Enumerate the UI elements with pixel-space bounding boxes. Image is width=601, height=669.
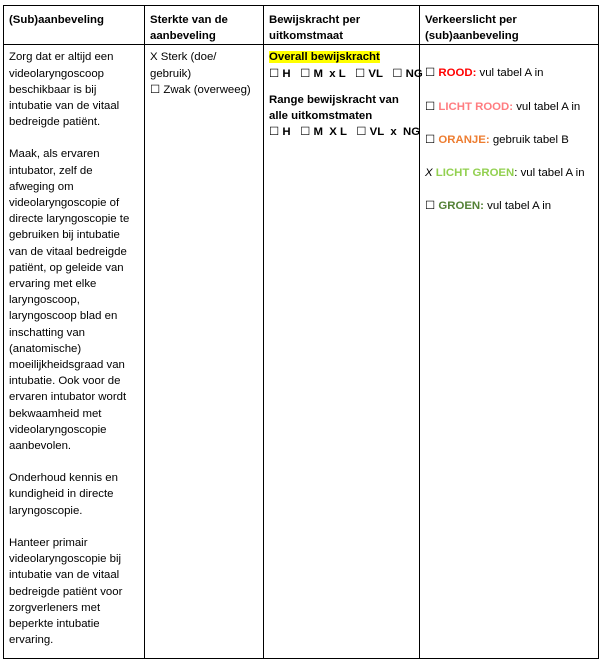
traffic-light-text: gebruik tabel B — [489, 133, 569, 146]
cell-bewijskracht — [264, 45, 423, 659]
recommendation-table — [3, 5, 599, 659]
recommendation-paragraph-1: Zorg dat er altijd een videolaryngoscoop beschikbaar is bij intubatie van de vitaal bedreigde patiënt. — [9, 51, 120, 129]
traffic-light-licht-rood — [425, 99, 593, 115]
traffic-light-oranje — [425, 132, 593, 148]
traffic-light-label: LICHT ROOD: — [438, 100, 514, 113]
traffic-light-text: : vul tabel A in — [514, 167, 585, 180]
check-mark-icon: X — [425, 167, 433, 180]
overall-evidence-label: Overall bewijskracht — [269, 51, 380, 64]
checkbox-icon: ☐ — [425, 200, 436, 213]
checkbox-icon: ☐ — [425, 100, 436, 113]
checkbox-icon: ☐ — [425, 67, 436, 80]
header-sterkte: Sterkte van de aanbeveling — [145, 6, 264, 45]
header-row — [4, 6, 599, 45]
content-row — [4, 45, 599, 659]
traffic-light-label: GROEN: — [438, 200, 484, 213]
header-bewijskracht: Bewijskracht per uitkomstmaat — [264, 6, 420, 45]
traffic-light-label: LICHT GROEN — [435, 167, 515, 180]
traffic-light-text: vul tabel A in — [513, 100, 581, 113]
recommendation-paragraph-4: Hanteer primair videolaryngoscopie bij intubatie van de vitaal bedreigde patiënt voor zorgverleners met beperkte intubatie ervaring. — [9, 536, 123, 647]
traffic-light-licht-groen — [425, 165, 593, 181]
traffic-light-rood — [425, 65, 593, 81]
range-evidence-label: Range bewijskracht van alle uitkomstmaten — [269, 93, 399, 123]
traffic-light-groen — [425, 198, 593, 214]
traffic-light-label: ORANJE: — [438, 133, 490, 146]
overall-evidence-options: ☐ H ☐ M x L ☐ VL ☐ NG — [269, 67, 423, 80]
checkbox-icon: ☐ — [425, 133, 436, 146]
recommendation-paragraph-3: Onderhoud kennis en kundigheid in directe laryngoscopie. — [9, 472, 118, 517]
header-verkeerslicht: Verkeerslicht per (sub)aanbeveling — [420, 6, 599, 45]
traffic-light-text: vul tabel A in — [476, 67, 544, 80]
traffic-light-label: ROOD: — [438, 67, 477, 80]
traffic-light-text: vul tabel A in — [483, 200, 552, 213]
cell-verkeerslicht — [420, 45, 599, 659]
strength-option-weak: ☐ Zwak (overweeg) — [150, 83, 251, 96]
recommendation-paragraph-2: Maak, als ervaren intubator, zelf de afweging om videolaryngoscopie of directe laryngoscopie te gebruiken bij intubatie van de vitaal bedreigde patiënt, op geleide van ervaring met elke laryngoscoop, laryngoscoop blad en inschatting van (anatomische) moeilijkheidsgraad van intubatie. Ook voor de ervaren intubator wordt bekwaamheid met videolaryngoscopie aanbevolen. — [9, 148, 130, 453]
strength-option-strong: X Sterk (doe/ gebruik) — [150, 51, 217, 80]
cell-subaanbeveling — [4, 45, 145, 659]
header-subaanbeveling: (Sub)aanbeveling — [4, 6, 145, 45]
cell-sterkte — [145, 45, 264, 659]
range-evidence-options: ☐ H ☐ M X L ☐ VL x NG — [269, 126, 421, 139]
